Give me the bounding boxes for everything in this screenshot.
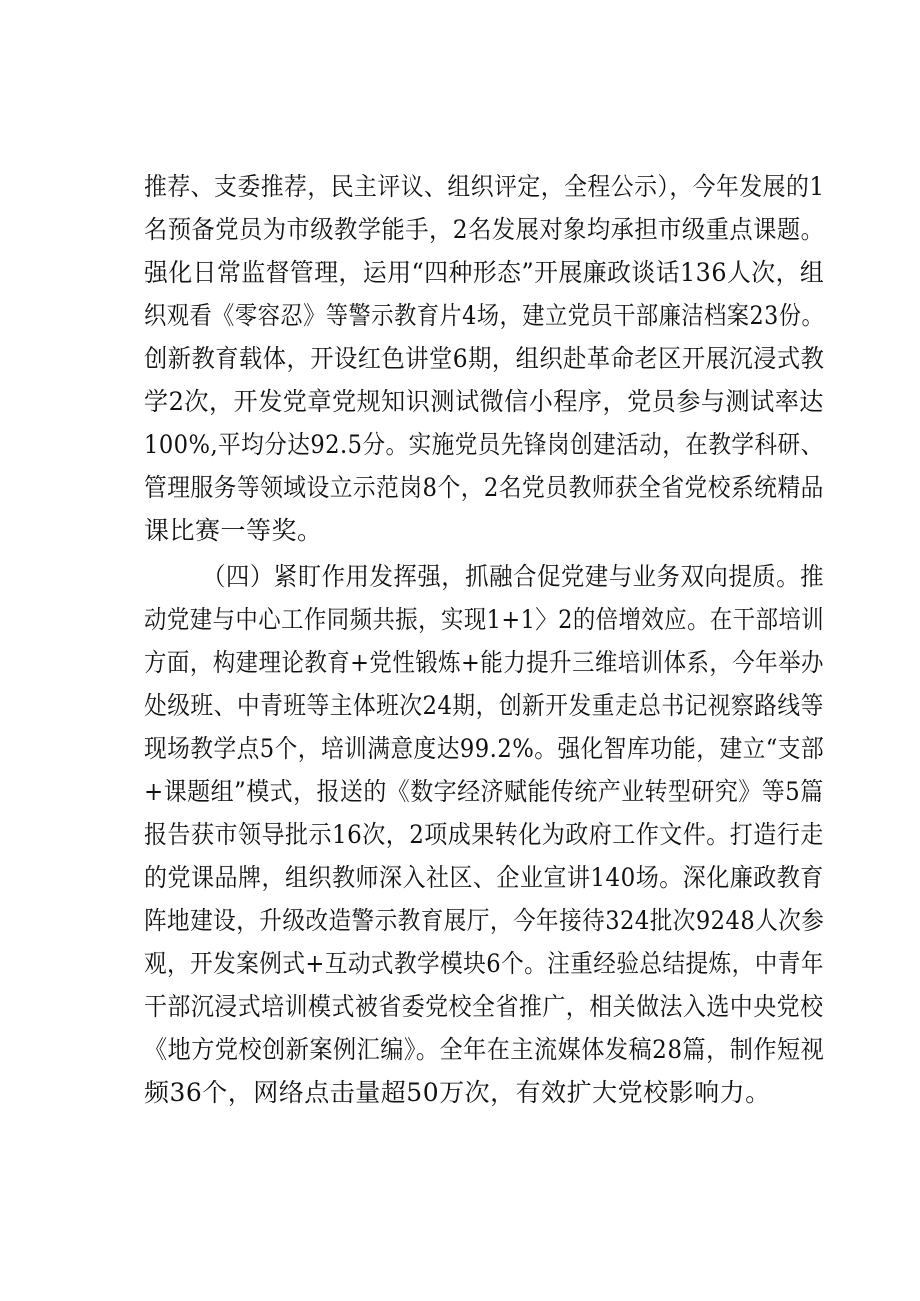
- paragraph-1-line-2: 名预备党员为市级教学能手，2名发展对象均承担市级重点课题。: [144, 215, 825, 244]
- paragraph-1-line-7: 100%,平均分达92.5分。实施党员先锋岗创建活动，在教学科研、: [144, 430, 824, 459]
- paragraph-2-line-1: （四）紧盯作用发挥强，抓融合促党建与业务双向提质。推: [202, 562, 825, 591]
- paragraph-1-line-8: 管理服务等领域设立示范岗8个，2名党员教师获全省党校系统精品: [144, 473, 824, 502]
- paragraph-2-line-2: 动党建与中心工作同频共振，实现1+1〉2的倍增效应。在干部培训: [144, 605, 825, 634]
- paragraph-2-line-8: 的党课品牌，组织教师深入社区、企业宣讲140场。深化廉政教育: [144, 863, 824, 892]
- paragraph-2-line-10: 观，开发案例式+互动式教学模块6个。注重经验总结提炼，中青年: [144, 949, 824, 978]
- paragraph-1-line-9: 课比赛一等奖。: [144, 516, 323, 545]
- paragraph-1-line-5: 创新教育载体，开设红色讲堂6期，组织赴革命老区开展沉浸式教: [144, 344, 825, 373]
- paragraph-2-line-4: 处级班、中青班等主体班次24期，创新开发重走总书记视察路线等: [144, 691, 824, 720]
- paragraph-2-line-13: 频36个，网络点击量超50万次，有效扩大党校影响力。: [144, 1078, 771, 1107]
- paragraph-2-line-7: 报告获市领导批示16次，2项成果转化为政府工作文件。打造行走: [144, 820, 824, 849]
- paragraph-1-line-6: 学2次，开发党章党规知识测试微信小程序，党员参与测试率达: [144, 387, 824, 416]
- paragraph-2-line-9: 阵地建设，升级改造警示教育展厅，今年接待324批次9248人次参: [144, 906, 825, 935]
- paragraph-2-line-12: 《地方党校创新案例汇编》。全年在主流媒体发稿28篇，制作短视: [144, 1035, 825, 1064]
- paragraph-2-line-3: 方面，构建理论教育+党性锻炼+能力提升三维培训体系，今年举办: [144, 648, 824, 677]
- paragraph-1-line-4: 织观看《零容忍》等警示教育片4场，建立党员干部廉洁档案23份。: [144, 301, 825, 330]
- paragraph-2-line-11: 干部沉浸式培训模式被省委党校全省推广，相关做法入选中央党校: [144, 992, 824, 1021]
- paragraph-2-line-6: +课题组”模式，报送的《数字经济赋能传统产业转型研究》等5篇: [144, 777, 824, 806]
- paragraph-2-line-5: 现场教学点5个，培训满意度达99.2%。强化智库功能，建立“支部: [144, 734, 825, 763]
- paragraph-1-line-3: 强化日常监督管理，运用“四种形态”开展廉政谈话136人次，组: [144, 258, 825, 287]
- paragraph-1-line-1: 推荐、支委推荐，民主评议、组织评定，全程公示），今年发展的1: [144, 172, 825, 201]
